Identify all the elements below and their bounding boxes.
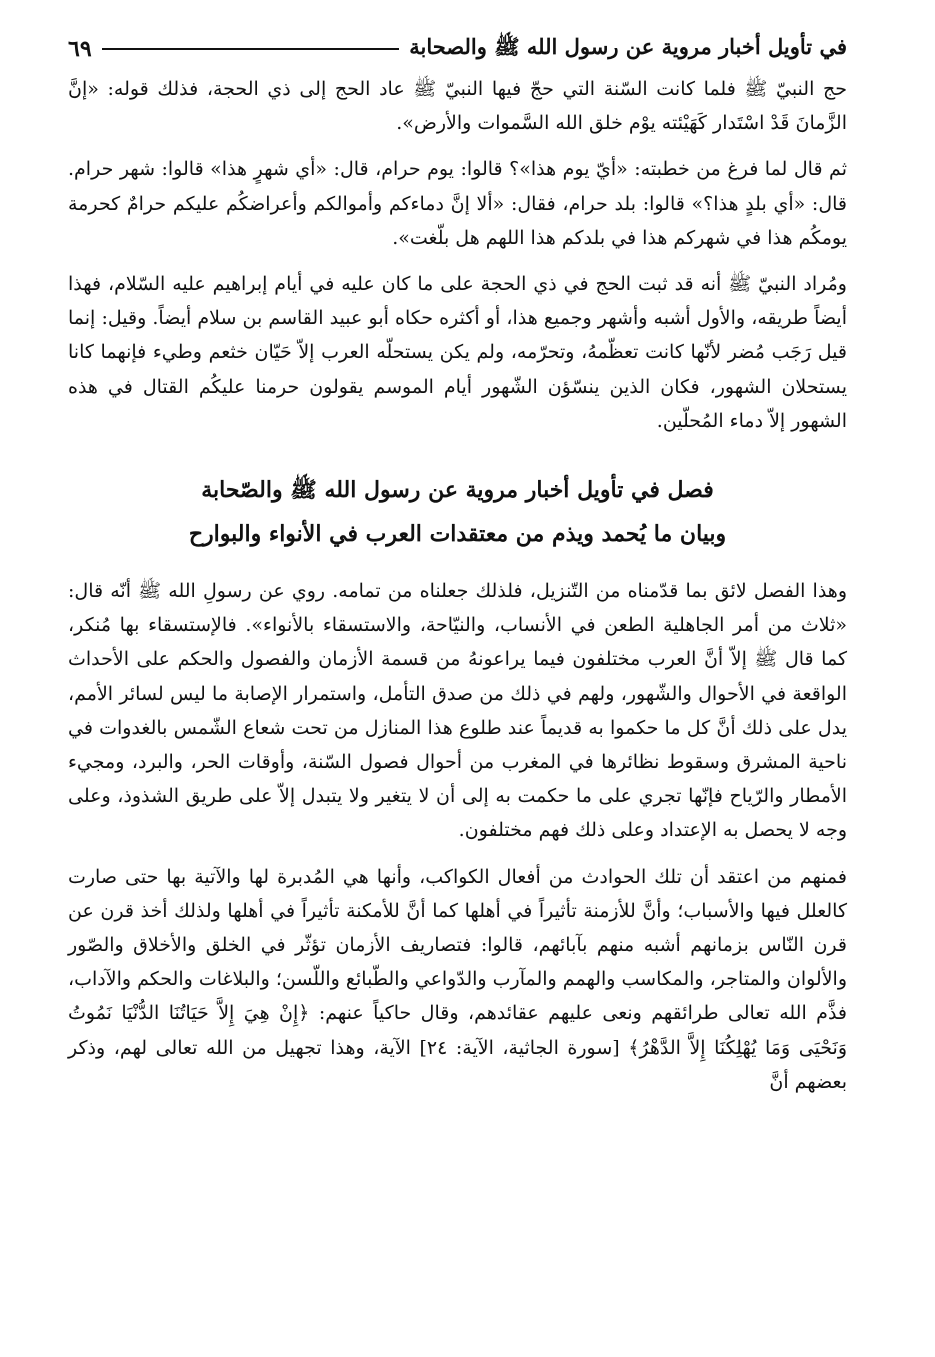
paragraph-hajj-date: حج النبيّ ﷺ فلما كانت السّنة التي حجّ فيها النبيّ ﷺ عاد الحج إلى ذي الحجة، فذلك قوله: «إنَّ الزَّمانَ قَدْ اسْتَدار كَهَيْئته يوْم خلق الله السَّموات والأرض».	[68, 78, 847, 135]
section-heading-line-1: فصل في تأويل أخبار مروية عن رسول الله ﷺ والصّحابة	[201, 477, 714, 504]
section-heading	[68, 468, 847, 556]
paragraph-sermon: ثم قال لما فرغ من خطبته: «أيّ يوم هذا»؟ قالوا: يوم حرام، قال: «أي شهرٍ هذا» قالوا: شهر حرام. قال: «أي بلدٍ هذا؟» قالوا: بلد حرام، فقال: «ألا إنَّ دماءكم وأموالكم وأعراضكُم عليكم حرامٌ كحرمة يومكُم هذا في شهركم هذا في بلدكم هذا اللهم هل بلّغت».	[68, 158, 848, 249]
running-header-title: في تأويل أخبار مروية عن رسول الله ﷺ والصحابة	[409, 33, 847, 59]
page-number: ٦٩	[68, 36, 92, 62]
header-rule	[102, 48, 400, 50]
paragraph-anwa: وهذا الفصل لائق بما قدّمناه من التّنزيل، فلذلك جعلناه من تمامه. روي عن رسولِ الله ﷺ أنّه قال: «ثلاث من أمر الجاهلية الطعن في الأنساب، والنيّاحة، والاستسقاء بالأنواء». فالإستسقاء بها مُنكر، كما قال ﷺ إلاّ أنَّ العرب مختلفون فيما يراعونهُ من قسمة الأزمان والفصول والحكم على الأحداث الواقعة في الأحوال والشّهور، ولهم في ذلك من صدق التأمل، واستمرار الإصابة ما ليس لسائر الأمم، يدل على ذلك أنَّ كل ما حكموا به قديماً عند طلوع هذا المنازل من تحت شعاع الشّمس بالغدوات في ناحية المشرق وسقوط نظائرها في المغرب من أحوال فصول السّنة، وأوقات الحر، والبرد، ومجيء الأمطار والرّياح فإنّها تجري على ما حكمت به إلى أن لا يتغير ولا يتبدل إلاّ على طريق الشذوذ، وعلى وجه لا يحصل به الإعتداد وعلى ذلك فهم مختلفون.	[68, 580, 847, 842]
paragraph-rajab-mudar: ومُراد النبيّ ﷺ أنه قد ثبت الحج في ذي الحجة على ما كان عليه في أيام إبراهيم عليه السّلام، فهذا أيضاً طريقه، والأول أشبه وأشهر وجميع هذا، أو أكثره حكاه أبو عبيد القاسم بن سلام أيضاً. وقيل: إنما قيل رَجَب مُضر لأنّها كانت تعظّمهُ، وتحرّمه، ولم يكن يستحلّه العرب إلاّ حَيّان خثعم وطيء فإنهما كانا يستحلان الشهور، فكان الذين ينسّؤن الشّهور أيام الموسم يقولون حرمنا عليكُم القتال في هذه الشهور إلاّ دماء المُحلّين.	[68, 273, 847, 432]
section-heading-line-2: وبيان ما يُحمد ويذم من معتقدات العرب في الأنواء والبوارح	[188, 521, 727, 548]
book-page	[68, 26, 847, 1337]
running-header	[68, 26, 847, 72]
paragraph-stars-belief: فمنهم من اعتقد أن تلك الحوادث من أفعال الكواكب، وأنها هي المُدبرة لها والآتية بها حتى صارت كالعلل فيها والأسباب؛ وأنَّ للأزمنة تأثيراً في أهلها كما أنَّ للأمكنة تأثيراً في أهلها ولذلك أخذ قرن عن قرن النّاس بزمانهم أشبه منهم بآبائهم، قالوا: فتصاريف الأزمان تؤثّر في الخلق والأخلاق والصّور والألوان والمتاجر، والمكاسب والهمم والمآرب والدّواعي والطّبائع واللّسن؛ والبلاغات والحكم والآداب، فذَّم الله تعالى طرائقهم ونعى عليهم عقائدهم، وقال حاكياً عنهم: ﴿إِنْ هِيَ إِلاَّ حَيَاتُنَا الدُّنْيَا نَمُوتُ وَنَحْيَى وَمَا يُهْلِكُنَا إِلاَّ الدَّهْرُ﴾ [سورة الجاثية، الآية: ٢٤] الآية، وهذا تجهيل من الله تعالى لهم، وذكر بعضهم أنَّ	[68, 865, 847, 1093]
